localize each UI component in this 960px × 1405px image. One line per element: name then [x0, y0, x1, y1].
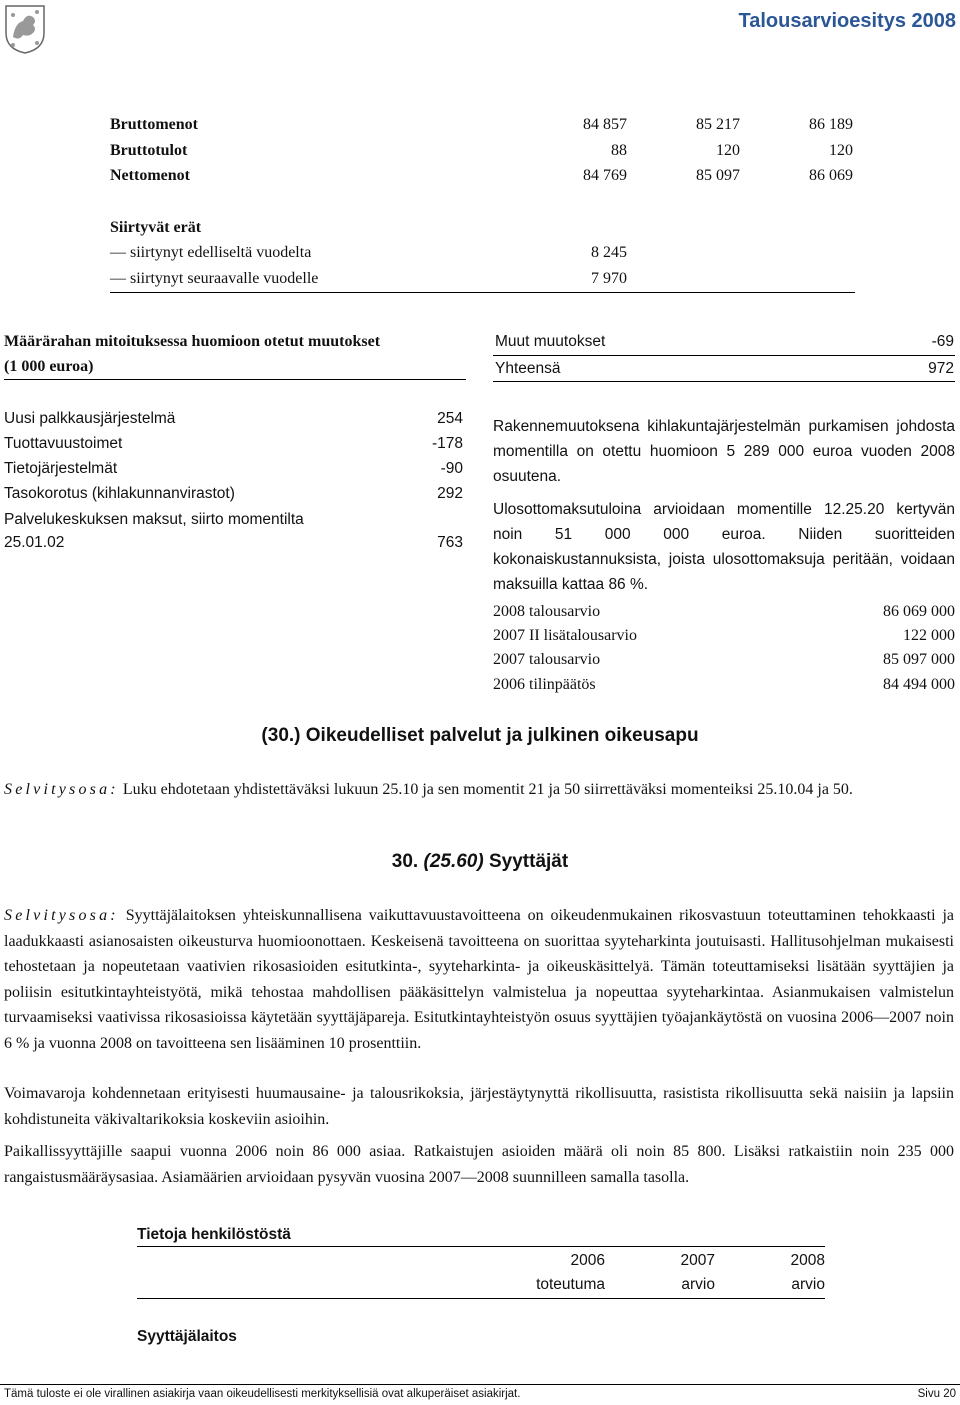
- other-changes-value: -69: [931, 333, 954, 350]
- footer-disclaimer: Tämä tuloste ei ole virallinen asiakirja vaan oikeudellisesti merkityksellisiä ovat alkuperäiset asiakirjat.: [4, 1388, 521, 1400]
- year-header: 2008: [790, 1252, 825, 1269]
- type-header: arvio: [791, 1276, 825, 1293]
- section30-paragraph: [4, 777, 954, 803]
- budget-label: 2007 talousarvio: [493, 651, 601, 668]
- personnel-row-label: Syyttäjälaitos: [137, 1328, 237, 1345]
- resources-paragraph: Voimavaroja kohdennetaan erityisesti huumausaine- ja talousrikoksia, järjestäytynyttä rikollisuutta, rasistista rikollisuutta sekä naisiin ja lapsiin kohdistuneita väkivaltarikoksia koskeviin asioihin.: [4, 1085, 954, 1128]
- document-title: Talousarvioesitys 2008: [738, 10, 956, 32]
- other-changes-label: Muut muutokset: [495, 333, 606, 350]
- year-header: 2007: [680, 1252, 715, 1269]
- explanation-text: Syyttäjälaitoksen yhteiskunnallisena vaikuttavuustavoitteena on oikeudenmukainen rikosvastuun toteuttaminen tehokkaasti ja laadukkaasti asianosaisten oikeusturva huomioonottaen. Keskeisenä tavoitteena on suorittaa syyteharkinta joutuisasti. Hallitusohjelman mukaisesti tehostetaan ja nopeutetaan vaativien rikosasioiden esitutkinta-, syyteharkinta- ja oikeuskäsittelyä. Tämän toteuttamiseksi lisätään syyttäjien ja poliisin esitutkintayhteistyötä, mikä tehostaa mahdollisen pääkäsittelyn valmistelua ja nopeuttaa syyteharkintaa. Asianmukaisen valmistelun turvaamiseksi vaativissa rikosasioissa käytetään syyttäjäpareja. Esitutkintayhteistyön osuus syyttäjien työajankäytöstä on vuosina 2006—2007 noin 6 % ja vuonna 2008 on tavoitteena sen lisääminen 10 prosenttiin.: [4, 907, 954, 1052]
- row-label: Bruttomenot: [110, 116, 198, 133]
- total-value: 972: [928, 360, 954, 377]
- personnel-title: Tietoja henkilöstöstä: [137, 1226, 291, 1243]
- explanation-text: Luku ehdotetaan yhdistettäväksi lukuun 25.10 ja sen momentit 21 ja 50 siirrettäväksi momenteiksi 25.10.04 ja 50.: [122, 781, 853, 798]
- totals-divider: [493, 381, 955, 382]
- totals-divider: [493, 355, 955, 356]
- transfers-title: Siirtyvät erät: [110, 219, 202, 236]
- budget-value: 122 000: [903, 627, 955, 644]
- value-cell: 120: [829, 142, 853, 159]
- change-label: Uusi palkkausjärjestelmä: [4, 410, 176, 427]
- type-header: toteutuma: [536, 1276, 605, 1293]
- row-label: Nettomenot: [110, 167, 190, 184]
- value-cell: 84 857: [583, 116, 627, 133]
- page-number: Sivu 20: [917, 1388, 956, 1400]
- restructuring-paragraph: Rakennemuutoksena kihlakuntajärjestelmän purkamisen johdosta momentilla on otettu huomioon 5 289 000 euroa vuoden 2008 osuutena.: [493, 418, 955, 485]
- changes-title: Määrärahan mitoituksessa huomioon otetut muutokset: [4, 333, 381, 350]
- chapter-heading: [0, 851, 960, 873]
- personnel-divider: [137, 1298, 825, 1299]
- chapter-name: Syyttäjät: [488, 851, 569, 872]
- change-value: 292: [437, 485, 463, 502]
- explanation-lead: Selvitysosa:: [4, 781, 119, 798]
- transfer-value: 7 970: [591, 270, 627, 287]
- budget-value: 86 069 000: [883, 603, 955, 620]
- change-label: Tasokorotus (kihlakunnanvirastot): [4, 485, 235, 502]
- budget-label: 2008 talousarvio: [493, 603, 601, 620]
- value-cell: 85 217: [696, 116, 740, 133]
- enforcement-fees-paragraph: Ulosottomaksutuloina arvioidaan momentille 12.25.20 kertyvän noin 51 000 000 euroa. Niiden suoritteiden kokonaiskustannuksista, joista ulosottomaksuja peritään, voidaan maksuilla kattaa 86 %.: [493, 501, 955, 593]
- change-label: Palvelukeskuksen maksut, siirto momentilta: [4, 511, 304, 528]
- change-value: -90: [440, 460, 463, 477]
- explanation-lead: Selvitysosa:: [4, 907, 119, 924]
- value-cell: 86 069: [809, 167, 853, 184]
- personnel-divider: [137, 1246, 825, 1247]
- change-value: 254: [437, 410, 463, 427]
- value-cell: 84 769: [583, 167, 627, 184]
- section-heading: (30.) Oikeudelliset palvelut ja julkinen oikeusapu: [261, 725, 699, 746]
- chapter-reference: (25.60): [423, 851, 484, 872]
- change-label-cont: 25.01.02: [4, 534, 65, 551]
- row-label: Bruttotulot: [110, 142, 188, 159]
- transfer-label: — siirtynyt edelliseltä vuodelta: [110, 244, 312, 261]
- budget-label: 2006 tilinpäätös: [493, 676, 596, 693]
- year-header: 2006: [570, 1252, 605, 1269]
- value-cell: 120: [716, 142, 740, 159]
- budget-value: 84 494 000: [883, 676, 955, 693]
- total-label: Yhteensä: [495, 360, 561, 377]
- value-cell: 85 097: [696, 167, 740, 184]
- caseload-paragraph: Paikallissyyttäjille saapui vuonna 2006 noin 86 000 asiaa. Ratkaistujen asioiden määrä oli noin 85 800. Lisäksi ratkaistiin noin 235 000 rangaistusmääräysasiaa. Asiamäärien arvioidaan pysyvän vuosina 2007—2008 suunnilleen samalla tasolla.: [4, 1143, 954, 1186]
- budget-value: 85 097 000: [883, 651, 955, 668]
- change-label: Tietojärjestelmät: [4, 460, 118, 477]
- change-label: Tuottavuustoimet: [4, 435, 123, 452]
- transfer-value: 8 245: [591, 244, 627, 261]
- prosecutors-paragraph: [4, 903, 954, 1056]
- table-divider: [110, 292, 855, 293]
- chapter-number: 30.: [391, 851, 419, 872]
- transfer-label: — siirtynyt seuraavalle vuodelle: [110, 270, 319, 287]
- changes-divider: [4, 379, 466, 380]
- changes-unit: (1 000 euroa): [4, 358, 94, 375]
- footer-divider: [0, 1384, 960, 1385]
- value-cell: 88: [611, 142, 627, 159]
- change-value: 763: [437, 534, 463, 551]
- coat-of-arms-icon: [3, 3, 47, 55]
- budget-label: 2007 II lisätalousarvio: [493, 627, 637, 644]
- change-value: -178: [431, 435, 463, 452]
- type-header: arvio: [681, 1276, 715, 1293]
- value-cell: 86 189: [809, 116, 853, 133]
